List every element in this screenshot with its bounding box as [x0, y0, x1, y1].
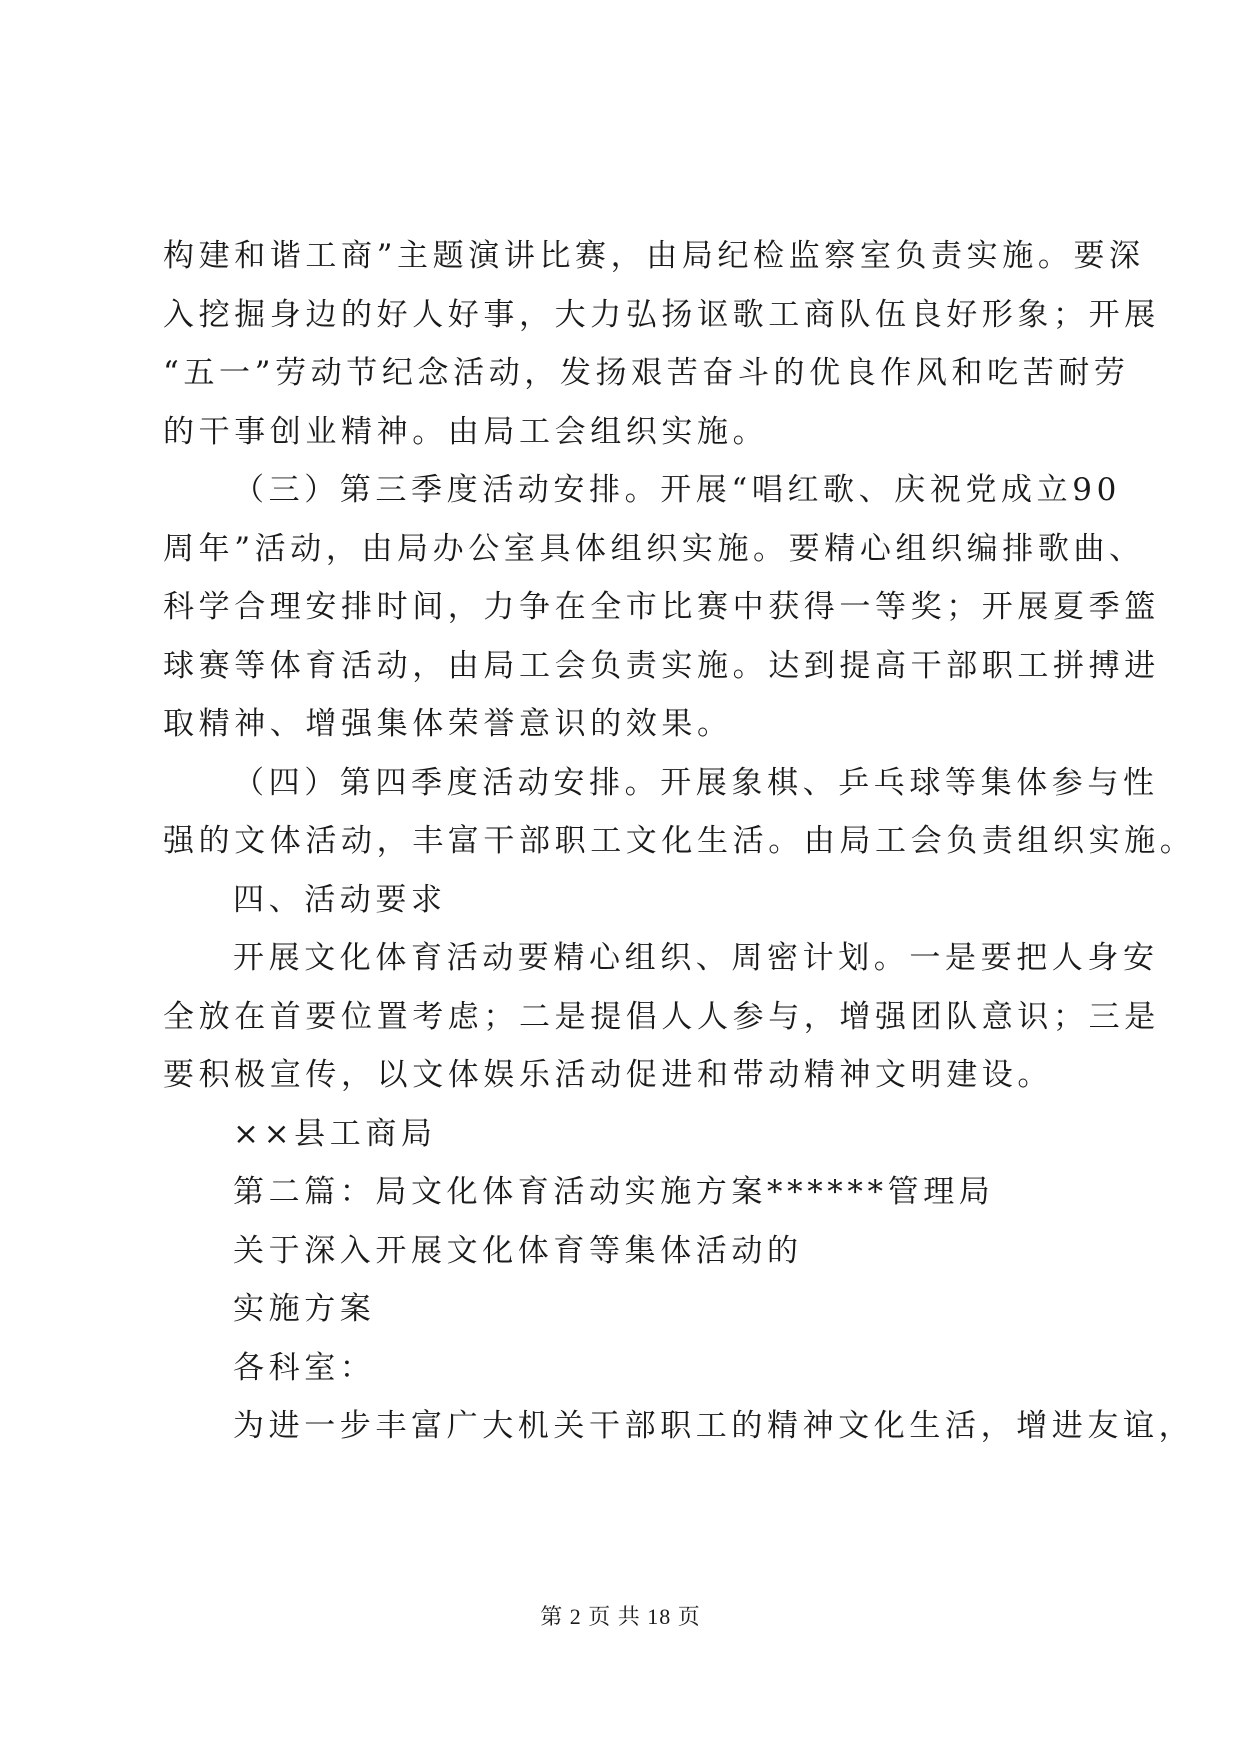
text-line: 的干事创业精神。由局工会组织实施。	[163, 413, 769, 450]
section-heading-requirements: 四、活动要求	[233, 881, 447, 918]
text-line-section-four: （四）第四季度活动安排。开展象棋、乒乓球等集体参与性	[233, 764, 1159, 801]
text-line: 要积极宣传，以文体娱乐活动促进和带动精神文明建设。	[163, 1057, 1053, 1093]
text-line: 构建和谐工商”主题演讲比赛，由局纪检监察室负责实施。要深	[163, 238, 1145, 274]
text-line-section-three: （三）第三季度活动安排。开展“唱红歌、庆祝党成立90	[233, 472, 1121, 508]
text-line: 科学合理安排时间，力争在全市比赛中获得一等奖；开展夏季篮	[163, 589, 1160, 625]
text-line: 周年”活动，由局办公室具体组织实施。要精心组织编排歌曲、	[163, 530, 1145, 567]
text-line: 开展文化体育活动要精心组织、周密计划。一是要把人身安	[233, 940, 1159, 976]
signature-line: ××县工商局	[233, 1115, 437, 1152]
text-line: 取精神、增强集体荣誉意识的效果。	[163, 706, 733, 742]
text-line: 全放在首要位置考虑；二是提倡人人参与，增强团队意识；三是	[163, 998, 1160, 1035]
text-line: 入挖掘身边的好人好事，大力弘扬讴歌工商队伍良好形象；开展	[163, 296, 1160, 333]
document-body	[163, 227, 1196, 1456]
text-line: 为进一步丰富广大机关干部职工的精神文化生活，增进友谊，	[233, 1408, 1195, 1444]
plan-title-line: 实施方案	[233, 1291, 376, 1327]
text-line: “五一”劳动节纪念活动，发扬艰苦奋斗的优良作风和吃苦耐劳	[163, 355, 1130, 391]
text-line: 球赛等体育活动，由局工会负责实施。达到提高干部职工拼搏进	[163, 647, 1160, 684]
chapter-title: 第二篇：局文化体育活动实施方案******管理局	[233, 1174, 995, 1210]
page-number-footer: 第 2 页 共 18 页	[540, 1604, 701, 1629]
plan-title-line: 关于深入开展文化体育等集体活动的	[233, 1232, 803, 1269]
salutation-line: 各科室：	[233, 1349, 376, 1386]
text-line: 强的文体活动，丰富干部职工文化生活。由局工会负责组织实施。	[163, 823, 1196, 859]
